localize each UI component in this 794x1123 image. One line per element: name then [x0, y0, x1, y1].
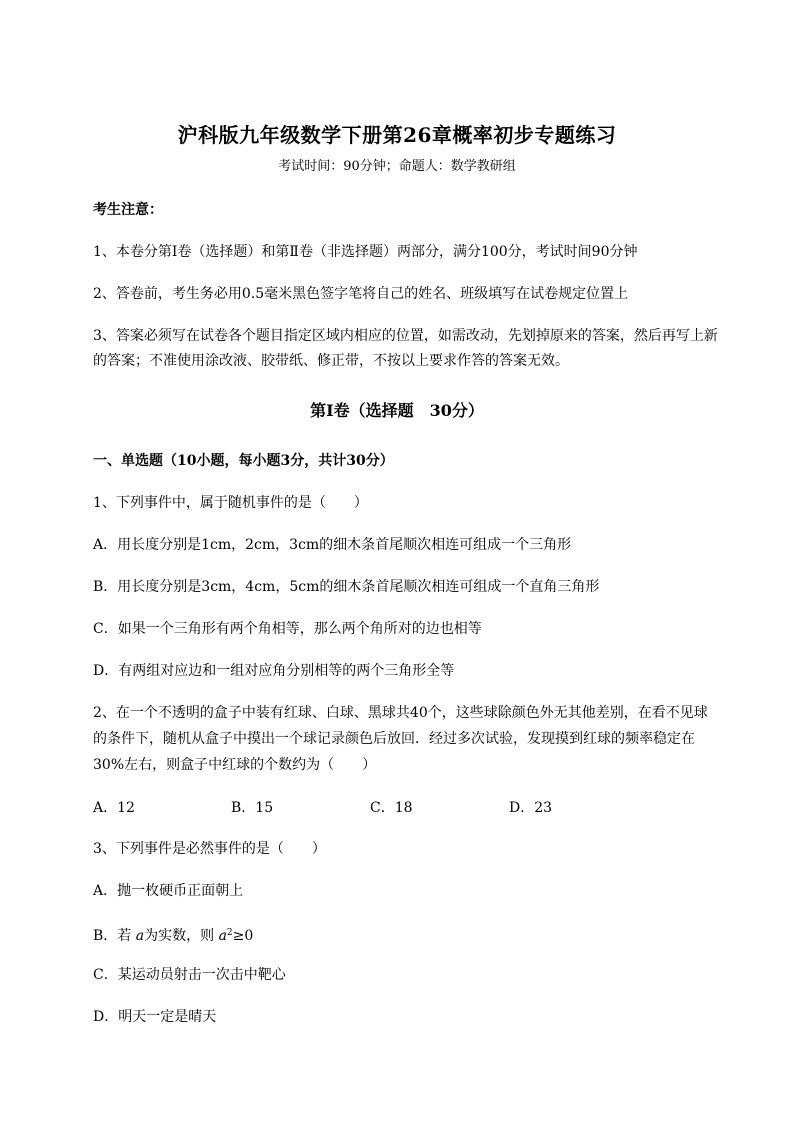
- q3-option-b: [93, 924, 253, 945]
- q3-option-b-suffix: ≥0: [232, 928, 254, 944]
- q3-option-d: D．明天一定是晴天: [93, 1009, 217, 1025]
- notice-item-2: 2、答卷前，考生务必用0.5毫米黑色签字笔将自己的姓名、班级填写在试卷规定位置上: [93, 286, 629, 302]
- q2-stem-line-2: 的条件下，随机从盒子中摸出一个球记录颜色后放回．经过多次试验，发现摸到红球的频率稳定在: [93, 731, 695, 747]
- notice-item-3: 3、答案必须写在试卷各个题目指定区域内相应的位置，如需改动，先划掉原来的答案，然后再写上新: [93, 328, 718, 344]
- q2-option-d: D．23: [509, 800, 553, 816]
- q1-option-a: A．用长度分别是1cm，2cm，3cm的细木条首尾顺次相连可组成一个三角形: [93, 537, 572, 553]
- exam-subtitle: 考试时间：90分钟；命题人：数学教研组: [278, 159, 516, 174]
- q2-option-b: B．15: [231, 800, 274, 816]
- q1-stem: 1、下列事件中，属于随机事件的是（ ）: [93, 495, 368, 511]
- exam-title: 沪科版九年级数学下册第26章概率初步专题练习: [177, 123, 617, 147]
- q2-stem-line-3: 30%左右，则盒子中红球的个数约为（ ）: [93, 757, 377, 773]
- section-title: 第I卷（选择题 30分）: [310, 401, 484, 420]
- notice-heading: 考生注意：: [93, 202, 163, 218]
- q2-option-a: A．12: [93, 800, 135, 816]
- part-heading: 一、单选题（10小题，每小题3分，共计30分）: [93, 453, 394, 469]
- q3-option-b-var: a: [135, 928, 145, 944]
- q3-option-b-prefix: B．若: [93, 928, 136, 944]
- q3-option-c: C．某运动员射击一次击中靶心: [93, 967, 286, 983]
- q2-stem-line-1: 2、在一个不透明的盒子中装有红球、白球、黑球共40个，这些球除颜色外无其他差别，在看不见球: [93, 705, 708, 721]
- q3-option-b-mid: 为实数，则: [144, 928, 219, 944]
- q1-option-b: B．用长度分别是3cm，4cm，5cm的细木条首尾顺次相连可组成一个直角三角形: [93, 579, 600, 595]
- q2-option-c: C．18: [370, 800, 413, 816]
- q1-option-d: D．有两组对应边和一组对应角分别相等的两个三角形全等: [93, 663, 455, 679]
- notice-item-3-cont: 的答案；不准使用涂改液、胶带纸、修正带，不按以上要求作答的答案无效。: [93, 353, 569, 369]
- q1-option-c: C．如果一个三角形有两个角相等，那么两个角所对的边也相等: [93, 621, 482, 637]
- q3-option-a: A．抛一枚硬币正面朝上: [93, 883, 244, 899]
- q3-option-b-var2: a: [218, 928, 227, 944]
- q3-option-b-exponent: 2: [226, 928, 233, 938]
- q3-stem: 3、下列事件是必然事件的是（ ）: [93, 841, 326, 857]
- notice-item-1: 1、本卷分第I卷（选择题）和第Ⅱ卷（非选择题）两部分，满分100分，考试时间90分钟: [93, 244, 638, 260]
